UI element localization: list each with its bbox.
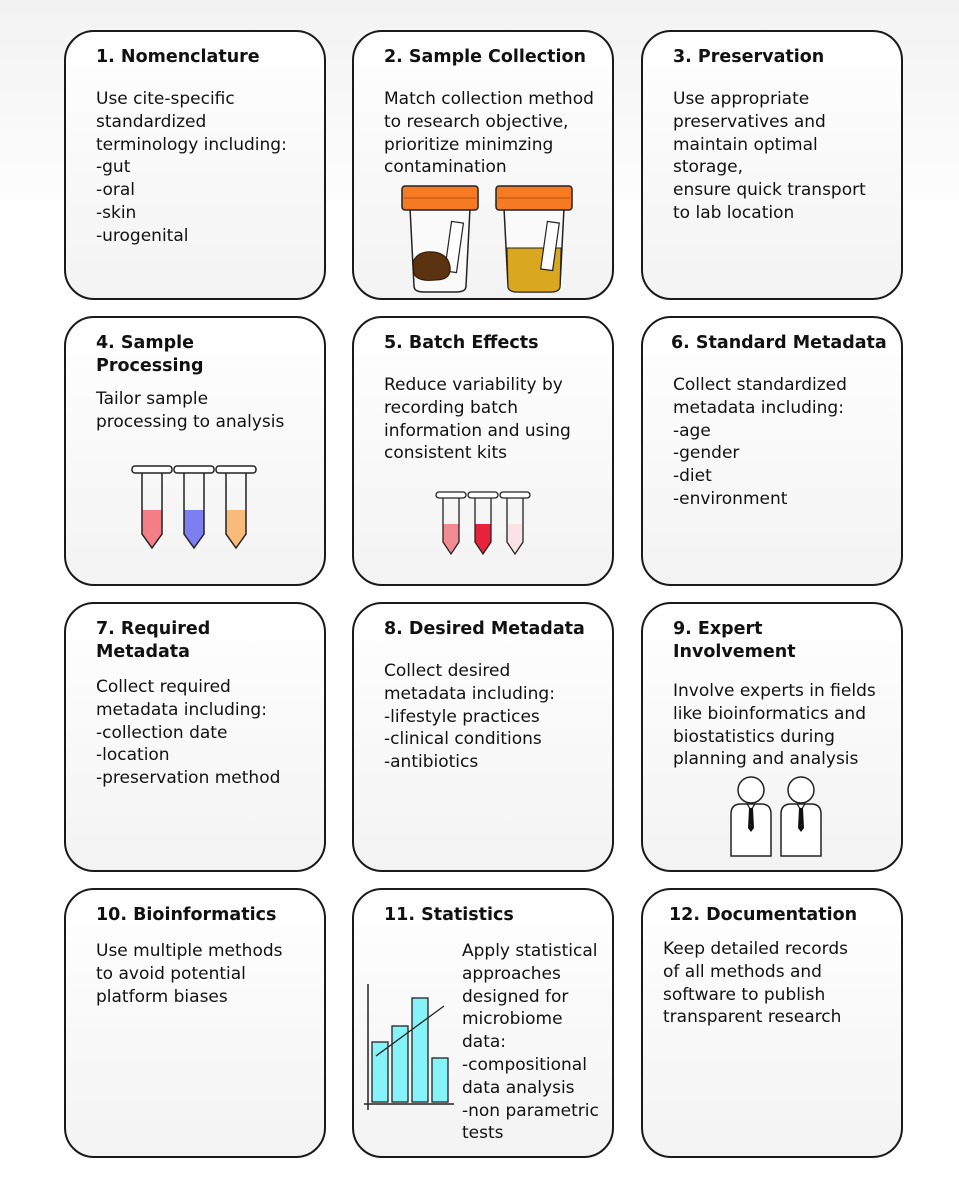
card-title: 7. Required Metadata — [96, 619, 211, 662]
card-nomenclature — [64, 30, 326, 300]
card-body: Collect desired metadata including: -lifestyle practices -clinical conditions -antibiotics — [384, 661, 555, 773]
expert-person-1 — [731, 777, 771, 856]
trend-line — [376, 1006, 444, 1056]
specimen-cups-icon — [400, 182, 580, 298]
bar-chart-icon — [360, 980, 460, 1116]
card-expert-involvement — [641, 602, 903, 872]
card-title: 5. Batch Effects — [384, 333, 539, 353]
card-standard-metadata — [641, 316, 903, 586]
card-body: Use appropriate preservatives and maintain optimal storage, ensure quick transport to lab location — [673, 89, 866, 223]
card-title: 9. Expert Involvement — [673, 619, 796, 662]
card-batch-effects — [352, 316, 614, 586]
card-bioinformatics — [64, 888, 326, 1158]
test-tube-1 — [132, 466, 172, 548]
card-title: 10. Bioinformatics — [96, 905, 277, 925]
test-tube-2 — [174, 466, 214, 548]
chart-bar — [412, 998, 428, 1102]
card-desired-metadata — [352, 602, 614, 872]
card-body: Use cite-specific standardized terminology including: -gut -oral -skin -urogenital — [96, 89, 287, 246]
card-required-metadata — [64, 602, 326, 872]
card-documentation — [641, 888, 903, 1158]
card-body: Use multiple methods to avoid potential platform biases — [96, 941, 283, 1007]
card-body: Tailor sample processing to analysis — [96, 389, 285, 432]
card-title: 11. Statistics — [384, 905, 514, 925]
card-body: Match collection method to research objective, prioritize minimzing contamination — [384, 89, 594, 178]
test-tube-1 — [436, 492, 466, 554]
card-title: 6. Standard Metadata — [671, 333, 887, 353]
card-body: Involve experts in fields like bioinformatics and biostatistics during planning and analysis — [673, 681, 876, 770]
card-sample-processing — [64, 316, 326, 586]
card-title: 3. Preservation — [673, 47, 825, 67]
expert-person-2 — [781, 777, 821, 856]
card-preservation — [641, 30, 903, 300]
chart-bar — [372, 1042, 388, 1102]
chart-bar — [392, 1026, 408, 1102]
card-body: Collect required metadata including: -collection date -location -preservation method — [96, 677, 281, 789]
test-tubes-icon — [130, 464, 260, 554]
card-statistics — [352, 888, 614, 1158]
card-title: 12. Documentation — [669, 905, 858, 925]
card-title: 8. Desired Metadata — [384, 619, 585, 639]
card-title: 1. Nomenclature — [96, 47, 260, 67]
test-tube-3 — [216, 466, 256, 548]
test-tube-2 — [468, 492, 498, 554]
card-sample-collection — [352, 30, 614, 300]
experts-icon — [727, 774, 827, 860]
card-body: Collect standardized metadata including: -age -gender -diet -environment — [673, 375, 847, 509]
card-body: Reduce variability by recording batch information and using consistent kits — [384, 375, 571, 464]
card-body: Keep detailed records of all methods and software to publish transparent research — [663, 939, 849, 1028]
test-tube-3 — [500, 492, 530, 554]
card-title: 2. Sample Collection — [384, 47, 587, 67]
card-title: 4. Sample Processing — [96, 333, 204, 376]
card-body: Apply statistical approaches designed for microbiome data: -compositional data analysis -non parametric tests — [462, 941, 599, 1144]
test-tubes-icon — [434, 490, 534, 560]
chart-bar — [432, 1058, 448, 1102]
